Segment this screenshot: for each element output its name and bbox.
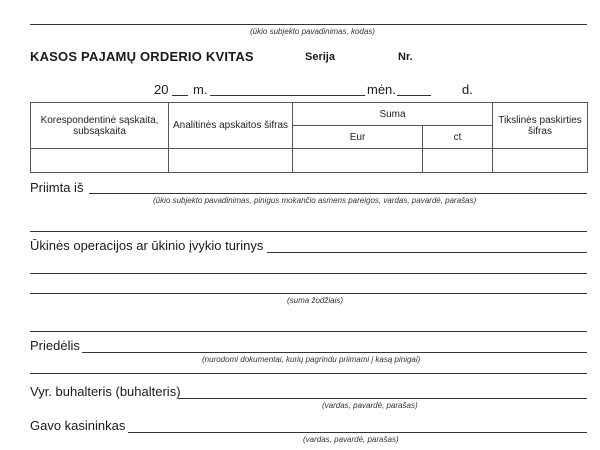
date-month-suffix: mėn. [367,82,396,97]
form-title: KASOS PAJAMŲ ORDERIO KVITAS [30,49,254,64]
entity-name-line[interactable] [30,24,587,25]
operation-field-2[interactable] [30,273,587,274]
date-year-suffix: m. [193,82,208,97]
entity-name-caption: (ūkio subjekto pavadinimas, kodas) [250,27,375,36]
date-year-field[interactable] [172,95,188,96]
cashier-caption: (vardas, pavardė, parašas) [303,435,399,444]
col-account-header: Korespondentinė sąskaita, subsąskaita [31,103,169,149]
date-day-field[interactable] [397,95,431,96]
cell-purpose-code[interactable] [493,149,588,173]
received-from-field[interactable] [89,193,587,194]
date-year-prefix: 20 [154,82,169,97]
chief-accountant-caption: (vardas, pavardė, parašas) [322,401,418,410]
col-ct-header: ct [423,126,493,149]
col-sum-header: Suma [293,103,493,126]
received-from-label: Priimta iš [30,180,84,195]
col-eur-header: Eur [293,126,423,149]
col-analytic-code-header: Analitinės apskaitos šifras [169,103,293,149]
sum-words-field-2[interactable] [30,331,587,332]
attachment-label: Priedėlis [30,338,80,353]
attachment-caption: (nurodomi dokumentai, kurių pagrindu priimami į kasą pinigai) [202,355,421,364]
cell-ct[interactable] [423,149,493,173]
sum-words-caption: (suma žodžiais) [287,296,344,305]
chief-accountant-field[interactable] [178,398,587,399]
date-month-field[interactable] [210,95,365,96]
col-purpose-code-header: Tikslinės paskirties šifras [493,103,588,149]
cashier-field[interactable] [128,432,587,433]
cell-account[interactable] [31,149,169,173]
attachment-field-2[interactable] [30,373,587,374]
cell-analytic-code[interactable] [169,149,293,173]
attachment-field[interactable] [82,352,587,353]
operation-label: Ūkinės operacijos ar ūkinio įvykio turinys [30,238,264,253]
series-label: Serija [305,51,335,63]
accounts-table [30,102,588,173]
date-day-suffix: d. [462,82,473,97]
cashier-label: Gavo kasininkas [30,418,126,433]
received-from-field-2[interactable] [30,231,587,232]
number-label: Nr. [398,51,413,63]
cell-eur[interactable] [293,149,423,173]
chief-accountant-label: Vyr. buhalteris (buhalteris) [30,384,181,399]
sum-words-field[interactable] [30,293,587,294]
operation-field[interactable] [267,252,587,253]
received-from-caption: (ūkio subjekto pavadinimas, pinigus mokančio asmens pareigos, vardas, pavardė, parašas) [153,196,477,205]
